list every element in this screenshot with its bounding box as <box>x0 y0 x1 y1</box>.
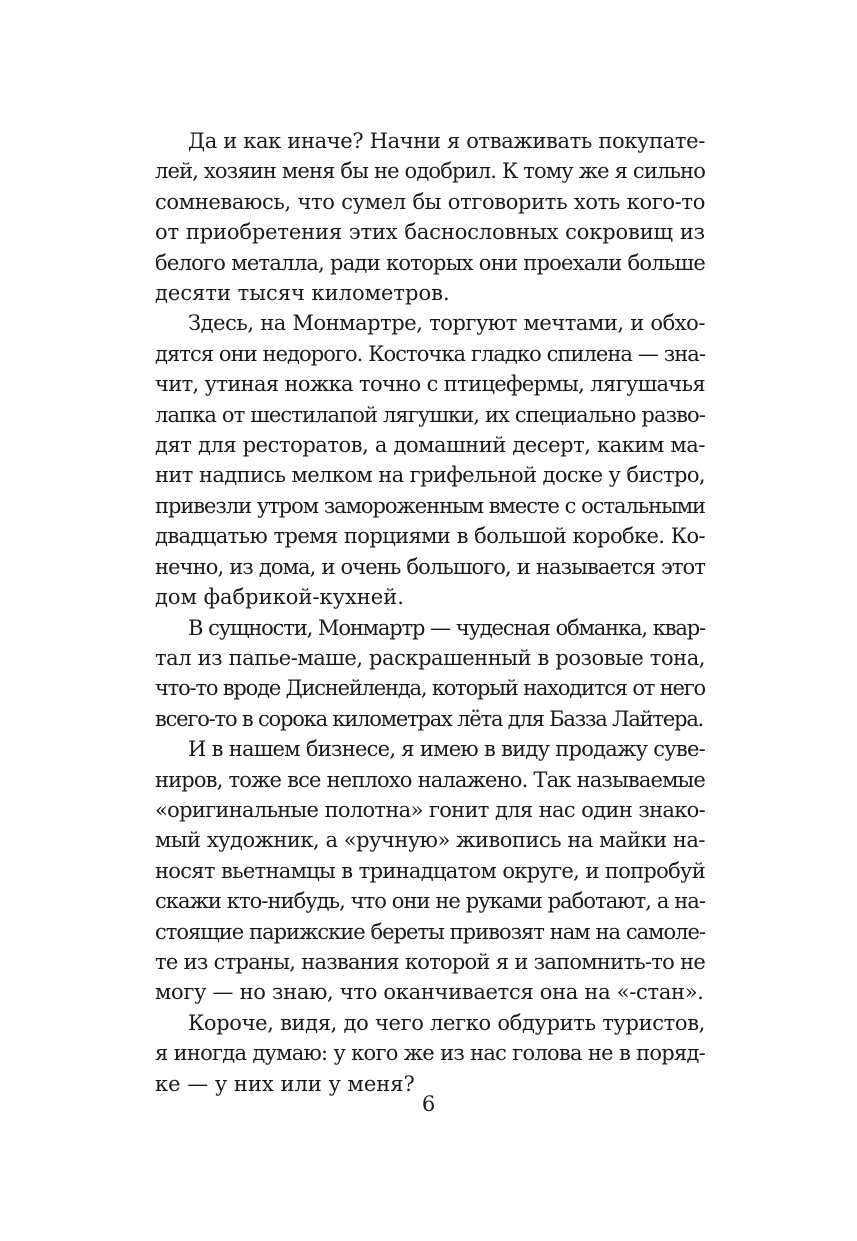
text-line: всего-то в сорока километрах лёта для Базза Лайтера. <box>155 706 704 731</box>
text-line: «оригинальные полотна» гонит для нас один знако- <box>155 797 705 822</box>
text-line: лапка от шестилапой лягушки, их специально разво- <box>155 402 705 427</box>
text-line: тал из папье-маше, раскрашенный в розовые тона, <box>155 645 705 670</box>
paragraph-5 <box>155 1008 705 1099</box>
text-line: Здесь, на Монмартре, торгуют мечтами, и обхо- <box>188 311 705 336</box>
text-line: И в нашем бизнесе, я имею в виду продажу суве- <box>188 737 705 762</box>
text-line: дят для ресторатов, а домашний десерт, каким ма- <box>155 433 705 458</box>
text-line: я иногда думаю: у кого же из нас голова не в поряд- <box>155 1041 705 1066</box>
text-line: чит, утиная ножка точно с птицефермы, лягушачья <box>155 372 705 397</box>
text-line: нечно, из дома, и очень большого, и называется этот <box>155 554 705 579</box>
text-line: от приобретения этих баснословных сокровищ из <box>155 220 705 245</box>
paragraph-4 <box>155 734 705 1008</box>
page-number: 6 <box>421 1092 436 1116</box>
text-line: десяти тысяч километров. <box>155 281 450 306</box>
text-line: те из страны, названия которой я и запомнить-то не <box>155 949 705 974</box>
text-line: стоящие парижские береты привозят нам на самоле- <box>155 919 705 944</box>
text-line: ниров, тоже все неплохо налажено. Так называемые <box>155 767 705 792</box>
text-line: мый художник, а «ручную» живопись на майки на- <box>155 828 705 853</box>
text-line: нит надпись мелком на грифельной доске у бистро, <box>155 463 705 488</box>
paragraph-1 <box>155 126 705 308</box>
text-line: дом фабрикой-кухней. <box>155 585 404 610</box>
text-line: сомневаюсь, что сумел бы отговорить хоть кого-то <box>155 189 705 214</box>
text-line: ке — у них или у меня? <box>155 1071 415 1096</box>
text-line: двадцатью тремя порциями в большой коробке. Ко- <box>155 524 705 549</box>
body-text <box>155 126 705 1099</box>
text-line: что-то вроде Диснейленда, который находится от него <box>155 676 705 701</box>
text-line: привезли утром замороженным вместе с остальными <box>155 493 705 518</box>
text-line: носят вьетнамцы в тринадцатом округе, и попробуй <box>155 858 705 883</box>
text-line: Короче, видя, до чего легко обдурить туристов, <box>188 1010 705 1035</box>
text-line: В сущности, Монмартр — чудесная обманка, квар- <box>188 615 705 640</box>
text-line: дятся они недорого. Косточка гладко спилена — зна- <box>155 341 705 366</box>
text-line: могу — но знаю, что оканчивается она на «-стан». <box>155 980 704 1005</box>
paragraph-2 <box>155 308 705 612</box>
text-line: белого металла, ради которых они проехали больше <box>155 250 705 275</box>
text-line: лей, хозяин меня бы не одобрил. К тому же я сильно <box>155 159 705 184</box>
text-line: Да и как иначе? Начни я отваживать покупате- <box>188 129 705 153</box>
text-line: скажи кто-нибудь, что они не руками работают, а на- <box>155 889 705 914</box>
paragraph-3 <box>155 613 705 735</box>
